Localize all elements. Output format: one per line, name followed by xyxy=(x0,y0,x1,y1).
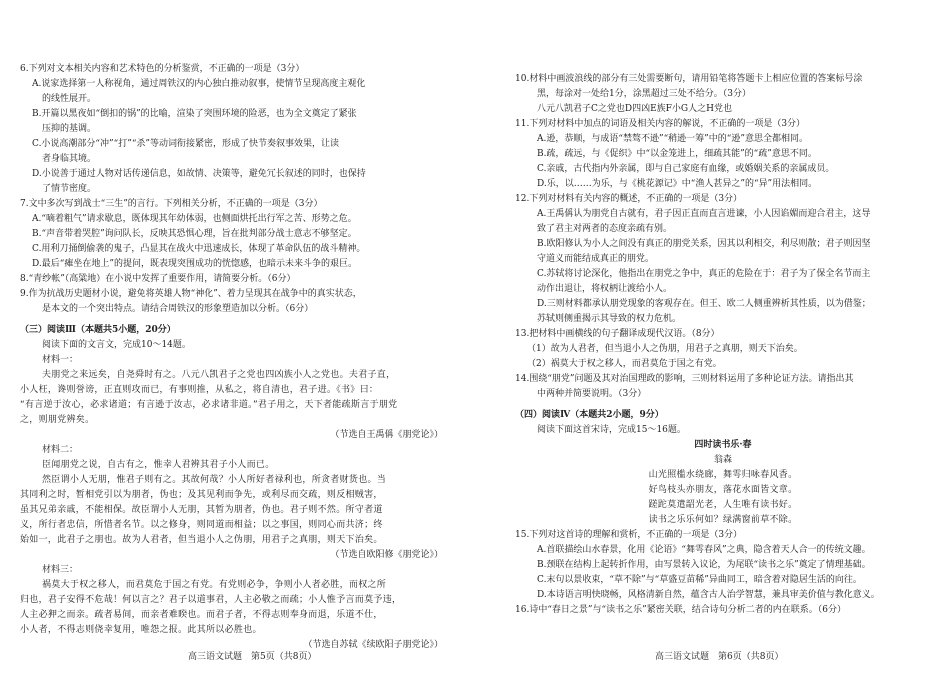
q11-stem: 11.下列对材料中加点的词语及相关内容的解说，不正确的一项是（3分） xyxy=(515,119,806,129)
question-9 xyxy=(20,287,463,317)
left-page-column xyxy=(20,62,463,653)
question-13 xyxy=(515,327,931,372)
q7-option-a: A.“嘀着粗气”请求歇息，既体现其年幼体弱，也侧面烘托出行军之苦、形势之危。 xyxy=(32,214,357,224)
m1-line-4: 之，则朋党辨矣。 xyxy=(20,415,95,425)
q15-option-d: D.本诗语言明快晓畅，风格清新自然，蕴含古人治学智慧，兼具审美价值与教化意义。 xyxy=(537,590,880,600)
m3-line-1: 祸莫大于权之移人，而君莫危于国之有党。有党则必争，争则小人者必胜，而权之所 xyxy=(42,580,387,590)
question-12 xyxy=(515,192,931,327)
question-7 xyxy=(20,197,463,272)
m3-line-3: 人主必狎之而亲。疏者易间，而亲者难睽也。而君子者，不得志则奉身而退，乐道不仕， xyxy=(20,610,383,620)
m3-line-2: 归也，君子安得不危哉！何以言之？君子以道事君，人主必敬之而疏；小人惟予言而莫予违， xyxy=(20,595,402,605)
material-3-text xyxy=(20,578,463,638)
question-16: 16.诗中“春日之景”与“读书之乐”紧密关联，结合诗句分析二者的内在联系。（6分） xyxy=(515,605,846,615)
m2-line-6: 始如一，此君子之朋也。故为人君者，但当退小人之伪朋，用君子之真朋，则天下治矣。 xyxy=(20,535,383,545)
q15-option-b: B.颈联在结构上起转折作用，由写景转入议论，为尾联“读书之乐”奠定了情理基础。 xyxy=(537,560,871,570)
material-1-source: （节选自王禹偁《朋党论》） xyxy=(330,430,443,440)
poem-line-4: 读书之乐乐何如？绿满窗前草不除。 xyxy=(648,515,798,525)
q6-option-b-cont: 压抑的基调。 xyxy=(42,124,97,134)
question-8: 8.“青纱帐”（高粱地）在小说中发挥了重要作用，请简要分析。（6分） xyxy=(20,274,296,284)
q10-answer-options: 八元八凯君子C之党也D四凶E族F小G人之H党也 xyxy=(537,104,732,114)
q15-stem: 15.下列对这首诗的理解和赏析，不正确的一项是（3分） xyxy=(515,530,743,540)
m2-line-1: 臣闻朋党之说，自古有之，惟幸人君辨其君子小人而已。 xyxy=(42,460,275,470)
poem-line-1: 山光照槛水绕廊，舞雩归咏春风香。 xyxy=(648,470,798,480)
q11-option-b: B.疏，疏远，与《促织》中“以金笼进上，细疏其能”的“疏”意思不同。 xyxy=(537,149,817,159)
q6-option-a: A.说家选择第一人称视角，通过周铁汉的内心独白推动叙事，使情节呈现高度主观化 xyxy=(32,79,366,89)
q13-item-2: （2）祸莫大于权之移人，而君莫危于国之有党。 xyxy=(527,359,722,369)
q15-option-c: C.末句以景收束，“草不除”与“草盛豆苗稀”异曲同工，暗含着对隐居生活的向往。 xyxy=(537,575,862,585)
q12-option-a-cont: 致了君主对两者的态度亲疏有别。 xyxy=(537,224,673,234)
q6-option-d: D.小说善于通过人物对话传递信息，如故情、决策等，避免冗长叙述的同时，也保持 xyxy=(32,169,366,179)
section-4-intro: 阅读下面这首宋诗，完成15～16题。 xyxy=(537,425,686,435)
poem-body xyxy=(515,468,931,528)
poem-line-2: 好鸟枝头亦朋友，落花水面皆文章。 xyxy=(648,485,798,495)
q12-option-b-cont: 守道义而能结成真正的朋党。 xyxy=(537,254,655,264)
material-3-label: 材料三： xyxy=(42,565,79,575)
q12-option-b: B.欧阳修认为小人之间没有真正的朋党关系，因其以利相交，利尽则散；君子则因坚 xyxy=(537,239,871,249)
q6-option-c: C.小说高潮部分“冲”“打”“杀”等动词衔接紧密，形成了快节奏叙事效果，让读 xyxy=(32,139,340,149)
q12-stem: 12.下列对材料有关内容的概述，不正确的一项是（3分） xyxy=(515,194,743,204)
q10-line-1: 10.材料中画波浪线的部分有三处需要断句，请用铅笔将答题卡上相应位置的答案标号涂 xyxy=(515,74,863,84)
m2-line-4: 虽其兄弟亲戚，不能相保。故臣谓小人无朋，其暂为朋者，伪也。君子则不然。所守者道 xyxy=(20,505,383,515)
q12-option-d-cont: 苏轼则侧重揭示其导致的权力危机。 xyxy=(537,314,682,324)
material-1-label: 材料一： xyxy=(42,355,79,365)
q7-option-d: D.最后“瘫坐在地上”的提问，既表现突围成功的恍惚感，也暗示未来斗争的艰巨。 xyxy=(32,259,357,269)
q13-stem: 13.把材料中画横线的句子翻译成现代汉语。（8分） xyxy=(515,329,720,339)
q6-option-d-cont: 了情节密度。 xyxy=(42,184,97,194)
material-2-source: （节选自欧阳修《朋党论》） xyxy=(330,550,443,560)
m3-line-4: 小人者，不得志则侥幸复用，唯怨之报。此其所以必胜也。 xyxy=(20,625,262,635)
question-6 xyxy=(20,62,463,197)
m2-line-2: 然臣谓小人无朋，惟君子则有之。其故何哉？小人所好者禄利也，所贪者财货也。当 xyxy=(42,475,387,485)
m2-line-3: 其同利之时，暂相党引以为朋者，伪也；及其见利而争先，或利尽而交疏，则反相贼害， xyxy=(20,490,383,500)
footer-page-5: 高三语文试题 第5页（共8页） xyxy=(188,652,317,662)
q12-option-c: C.苏轼将讨论深化，他指出在朋党之争中，真正的危险在于：君子为了保全名节而主 xyxy=(537,269,871,279)
q9-line-1: 9.作为抗战历史题材小说，避免将英雄人物“神化”、着力呈现其在战争中的真实状态， xyxy=(20,289,362,299)
q11-option-a: A.逊，恭顺，与成语“禁骜不逊”“稍逊一筹”中的“逊”意思全都相同。 xyxy=(537,134,808,144)
material-2-label: 材料二： xyxy=(42,445,79,455)
section-4-title: （四）阅读Ⅳ（本题共2小题，9分） xyxy=(515,410,664,420)
q7-option-c: C.用利刀捅倒偷袭的鬼子，凸显其在战火中迅速成长，体现了革命队伍的战斗精神。 xyxy=(32,244,366,254)
question-14 xyxy=(515,372,931,402)
q11-option-c: C.亲戚，古代指内外亲属，即与自己家庭有血缘，或婚姻关系的亲属成员。 xyxy=(537,164,835,174)
question-10 xyxy=(515,72,931,117)
q6-option-b: B.开篇以黑夜如“倒扣的锅”的比喻，渲染了突围环境的险恶，也为全文奠定了紧张 xyxy=(32,109,357,119)
footer-page-6: 高三语文试题 第6页（共8页） xyxy=(655,652,784,662)
question-15 xyxy=(515,528,931,603)
m1-line-3: “有言逆于汝心，必求诸道；有言逊于汝志，必求诸非道。”君子用之，天下者能疏斯言于朋党 xyxy=(20,400,398,410)
m1-line-2: 小人枉，谗则誉谤，正直则攻而已，有事则推，从私之，将自清也，君子进。《书》曰： xyxy=(20,385,379,395)
q6-option-a-cont: 的线性展开。 xyxy=(42,94,97,104)
q6-stem: 6.下列对文本相关内容和艺术特色的分析鉴赏，不正确的一项是（3分） xyxy=(20,64,305,74)
q12-option-c-cont: 动作出退让，将权柄让渡给小人。 xyxy=(537,284,673,294)
q14-line-2: 中两种并简要说明。（3分） xyxy=(537,389,647,399)
q7-stem: 7.文中多次写到战士“三生”的言行。下列相关分析，不正确的一项是（3分） xyxy=(20,199,323,209)
section-3-title: （三）阅读Ⅲ（本题共5小题，20分） xyxy=(20,325,176,335)
q12-option-d: D.三则材料都承认朋党现象的客观存在。但王、欧二人侧重辨析其性质，以为借鉴； xyxy=(537,299,871,309)
material-2-text xyxy=(20,458,463,548)
material-1-text xyxy=(20,368,463,428)
q6-option-c-cont: 者身临其境。 xyxy=(42,154,97,164)
q14-line-1: 14.围绕“朋党”问题及其对治国理政的影响，三则材料运用了多种论证方法。请指出其 xyxy=(515,374,854,384)
m1-line-1: 夫朋党之来远矣，自尧舜时有之。八元八凯君子之党也四凶族小人之党也。夫君子直， xyxy=(42,370,396,380)
right-page-column xyxy=(515,72,931,618)
m2-line-5: 义，所行者忠信，所惜者名节。以之修身，则同道而相益；以之事国，则同心而共济；终 xyxy=(20,520,383,530)
q11-option-d: D.乐，以……为乐，与《桃花源记》中“渔人甚异之”的“异”用法相同。 xyxy=(537,179,818,189)
poem-title: 四时读书乐·春 xyxy=(694,440,752,450)
poem-author: 翁森 xyxy=(713,455,732,465)
q13-item-1: （1）故为人君者，但当退小人之伪朋，用君子之真朋，则天下治矣。 xyxy=(527,344,803,354)
q10-line-2: 黑，每涂对一处给1分，涂黑超过三处不给分。（3分） xyxy=(537,89,751,99)
section-3-intro: 阅读下面的文言文，完成10～14题。 xyxy=(42,340,191,350)
q12-option-a: A.王禹偁认为朋党自古就有，君子因正直而直言进谏，小人因谄媚而迎合君主，这导 xyxy=(537,209,871,219)
material-3-source: （节选自苏轼《续欧阳子朋党论》） xyxy=(303,640,443,650)
q9-line-2: 是本文的一个突出特点。请结合周铁汉的形象塑造加以分析。（6分） xyxy=(42,304,314,314)
q15-option-a: A.首联描绘山水春景，化用《论语》“舞雩春风”之典，隐含着天人合一的传统文趣。 xyxy=(537,545,871,555)
q7-option-b: B.“声音带着哭腔”询问队长，反映其恐惧心理，旨在批判部分战士意志不够坚定。 xyxy=(32,229,357,239)
poem-line-3: 蹉跎莫遣韶光老，人生唯有读书好。 xyxy=(648,500,798,510)
question-11 xyxy=(515,117,931,192)
